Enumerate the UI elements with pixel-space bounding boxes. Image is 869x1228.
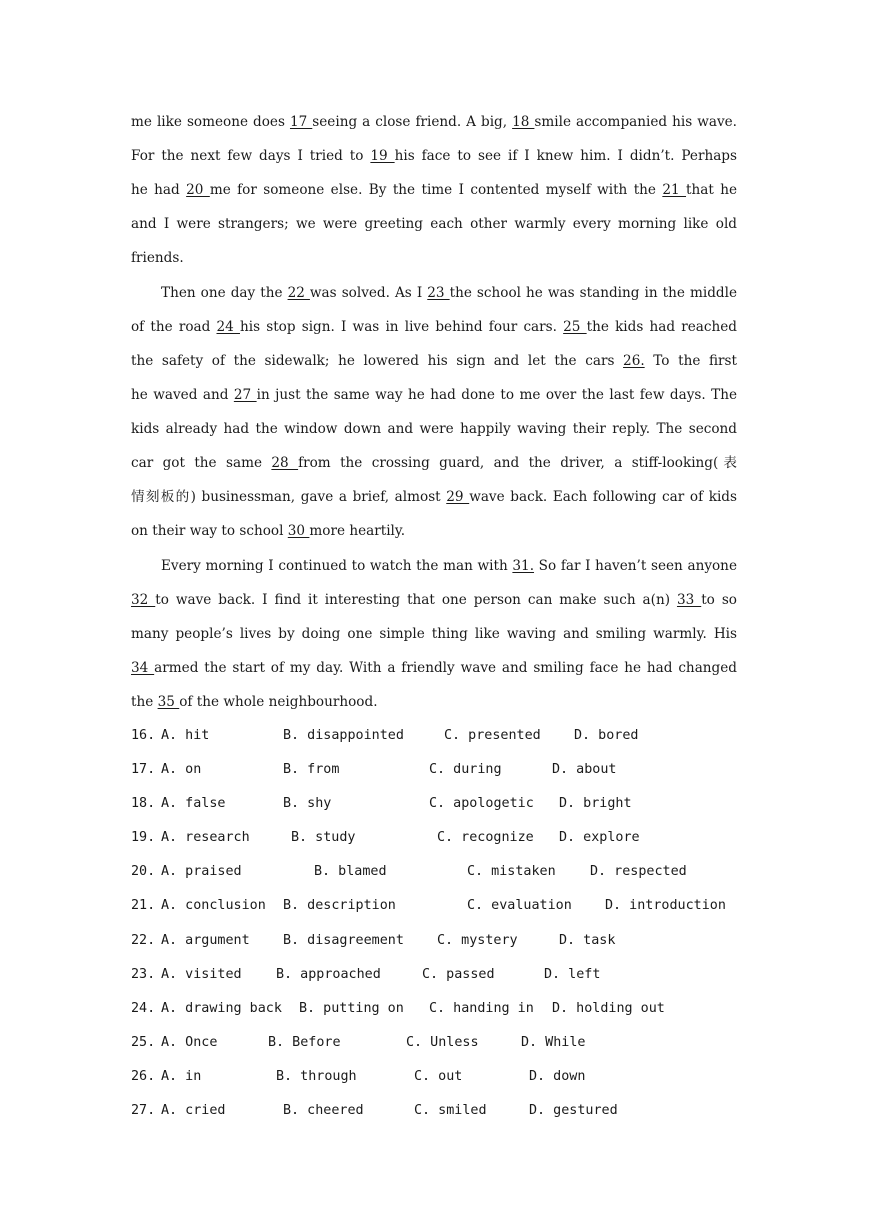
option-b: B. Before <box>268 1034 341 1050</box>
passage-text: the <box>131 694 158 710</box>
passage-text: smile accompanied his wave. <box>534 114 737 130</box>
passage-paragraph-1 <box>131 105 737 275</box>
passage-line <box>131 549 737 583</box>
option-a: A. drawing back <box>161 1000 282 1016</box>
question-number: 26. <box>131 1068 156 1084</box>
question-row <box>131 1026 771 1060</box>
option-a: A. cried <box>161 1103 226 1119</box>
passage-line <box>131 514 737 548</box>
option-c: C. apologetic <box>429 796 534 812</box>
blank-number: 17 <box>289 114 313 130</box>
passage-text: car got the same <box>131 455 272 471</box>
blank-number: 28 <box>271 455 299 471</box>
passage-text: the school he was standing in the middle <box>449 285 738 301</box>
passage-text: his face to see if I knew him. I didn’t. Perhaps <box>394 148 737 164</box>
passage-text: seeing a close friend. A big, <box>312 114 513 130</box>
passage-text: he waved and <box>131 387 234 403</box>
option-c: C. mistaken <box>467 864 556 880</box>
option-b: B. disappointed <box>283 728 404 743</box>
passage-text: of the road <box>131 319 217 335</box>
option-c: C. passed <box>422 966 495 982</box>
blank-number: 21 <box>662 182 687 198</box>
question-options-list <box>131 719 771 1128</box>
passage-line <box>131 105 737 139</box>
passage-line <box>131 241 737 275</box>
option-d: D. respected <box>590 864 687 880</box>
question-number: 25. <box>131 1034 156 1050</box>
blank-number: 20 <box>186 182 210 198</box>
passage-text: his stop sign. I was in live behind four cars. <box>239 319 564 335</box>
option-c: C. handing in <box>429 1000 534 1016</box>
blank-number: 23 <box>427 285 450 301</box>
passage-line <box>131 446 737 480</box>
option-b: B. disagreement <box>283 932 404 948</box>
passage-line <box>131 480 737 514</box>
option-b: B. putting on <box>299 1000 404 1016</box>
option-d: D. about <box>552 762 617 778</box>
option-d: D. down <box>529 1068 586 1084</box>
question-row <box>131 719 771 753</box>
question-number: 23. <box>131 966 156 982</box>
passage-text: to so <box>701 592 737 608</box>
option-b: B. through <box>276 1068 357 1084</box>
passage-line <box>131 685 737 719</box>
question-number: 27. <box>131 1103 156 1119</box>
option-b: B. from <box>283 762 340 778</box>
passage-text: the kids had reached <box>586 319 737 335</box>
passage-text: Then one day the <box>161 285 288 301</box>
option-c: C. smiled <box>414 1103 487 1119</box>
option-a: A. Once <box>161 1034 218 1050</box>
passage-line <box>131 412 737 446</box>
option-a: A. praised <box>161 864 242 880</box>
question-number: 22. <box>131 932 156 948</box>
option-a: A. hit <box>161 728 210 743</box>
option-c: C. Unless <box>406 1034 479 1050</box>
question-number: 16. <box>131 728 156 743</box>
option-a: A. conclusion <box>161 898 266 914</box>
passage-text: me like someone does <box>131 114 290 130</box>
passage-text: To the first <box>644 353 737 369</box>
question-row <box>131 821 771 855</box>
passage-line <box>131 344 737 378</box>
option-c: C. mystery <box>437 932 518 948</box>
passage-line <box>131 276 737 310</box>
option-d: D. introduction <box>605 898 726 914</box>
option-d: D. task <box>559 932 616 948</box>
passage-paragraph-3 <box>131 549 737 719</box>
option-b: B. shy <box>283 796 332 812</box>
passage-text: to wave back. I find it interesting that one person can make such a(n) <box>155 592 677 608</box>
passage-text: armed the start of my day. With a friendly wave and smiling face he had changed <box>154 660 737 676</box>
passage-line <box>131 139 737 173</box>
question-number: 21. <box>131 898 156 914</box>
option-c: C. recognize <box>437 830 534 846</box>
question-row <box>131 924 771 958</box>
option-c: C. presented <box>444 728 541 743</box>
question-number: 24. <box>131 1000 156 1016</box>
blank-number: 22 <box>287 285 310 301</box>
question-number: 18. <box>131 796 156 812</box>
option-b: B. description <box>283 898 396 914</box>
passage-text: from the crossing guard, and the driver, a stiff-looking(表 <box>298 455 737 471</box>
question-row <box>131 753 771 787</box>
question-number: 17. <box>131 762 156 778</box>
passage-text: on their way to school <box>131 523 288 539</box>
blank-number: 33 <box>676 592 702 608</box>
passage-text: kids already had the window down and were happily waving their reply. The second <box>131 421 737 437</box>
passage-text: friends. <box>131 250 184 266</box>
option-c: C. evaluation <box>467 898 572 914</box>
question-row <box>131 992 771 1026</box>
blank-number: 31. <box>512 558 535 574</box>
passage-text: many people’s lives by doing one simple thing like waving and smiling warmly. His <box>131 626 737 642</box>
passage-text: he had <box>131 182 187 198</box>
option-b: B. approached <box>276 966 381 982</box>
passage-text: wave back. Each following car of kids <box>469 489 737 505</box>
option-c: C. during <box>429 762 502 778</box>
question-row <box>131 889 771 923</box>
blank-number: 19 <box>370 148 395 164</box>
option-d: D. gestured <box>529 1103 618 1119</box>
passage-line <box>131 173 737 207</box>
passage-line <box>131 207 737 241</box>
blank-number: 32 <box>131 592 156 608</box>
question-number: 19. <box>131 830 156 846</box>
option-a: A. on <box>161 762 202 778</box>
question-row <box>131 787 771 821</box>
option-d: D. explore <box>559 830 640 846</box>
passage-text: For the next few days I tried to <box>131 148 371 164</box>
passage-text: more heartily. <box>309 523 406 539</box>
passage-line <box>131 583 737 617</box>
option-a: A. research <box>161 830 250 846</box>
blank-number: 34 <box>131 660 155 676</box>
passage-text: in just the same way he had done to me over the last few days. The <box>256 387 737 403</box>
blank-number: 27 <box>233 387 257 403</box>
passage-text: So far I haven’t seen anyone <box>534 558 737 574</box>
passage-text: that he <box>686 182 737 198</box>
blank-number: 29 <box>446 489 470 505</box>
question-row <box>131 1094 771 1128</box>
option-d: D. left <box>544 966 601 982</box>
passage-text: was solved. As I <box>309 285 428 301</box>
blank-number: 30 <box>287 523 310 539</box>
question-row <box>131 1060 771 1094</box>
question-row <box>131 958 771 992</box>
passage-text: the safety of the sidewalk; he lowered his sign and let the cars <box>131 353 624 369</box>
passage-line <box>131 617 737 651</box>
option-d: D. bright <box>559 796 632 812</box>
blank-number: 35 <box>157 694 180 710</box>
option-a: A. in <box>161 1068 202 1084</box>
blank-number: 18 <box>512 114 535 130</box>
option-b: B. blamed <box>314 864 387 880</box>
option-d: D. While <box>521 1034 586 1050</box>
passage-text: Every morning I continued to watch the man with <box>161 558 513 574</box>
passage-line <box>131 378 737 412</box>
question-number: 20. <box>131 864 156 880</box>
option-c: C. out <box>414 1068 463 1084</box>
passage-text: me for someone else. By the time I contented myself with the <box>209 182 663 198</box>
passage-text: 情刻板的) businessman, gave a brief, almost <box>131 489 447 505</box>
option-b: B. cheered <box>283 1103 364 1119</box>
option-d: D. bored <box>574 728 639 743</box>
passage-paragraph-2 <box>131 276 737 548</box>
passage-text: and I were strangers; we were greeting each other warmly every morning like old <box>131 216 737 232</box>
blank-number: 26. <box>623 353 645 369</box>
question-row <box>131 855 771 889</box>
blank-number: 24 <box>216 319 240 335</box>
option-a: A. visited <box>161 966 242 982</box>
option-d: D. holding out <box>552 1000 665 1016</box>
passage-line <box>131 651 737 685</box>
blank-number: 25 <box>563 319 587 335</box>
passage-text: of the whole neighbourhood. <box>179 694 378 710</box>
option-a: A. argument <box>161 932 250 948</box>
option-a: A. false <box>161 796 226 812</box>
passage-line <box>131 310 737 344</box>
option-b: B. study <box>291 830 356 846</box>
